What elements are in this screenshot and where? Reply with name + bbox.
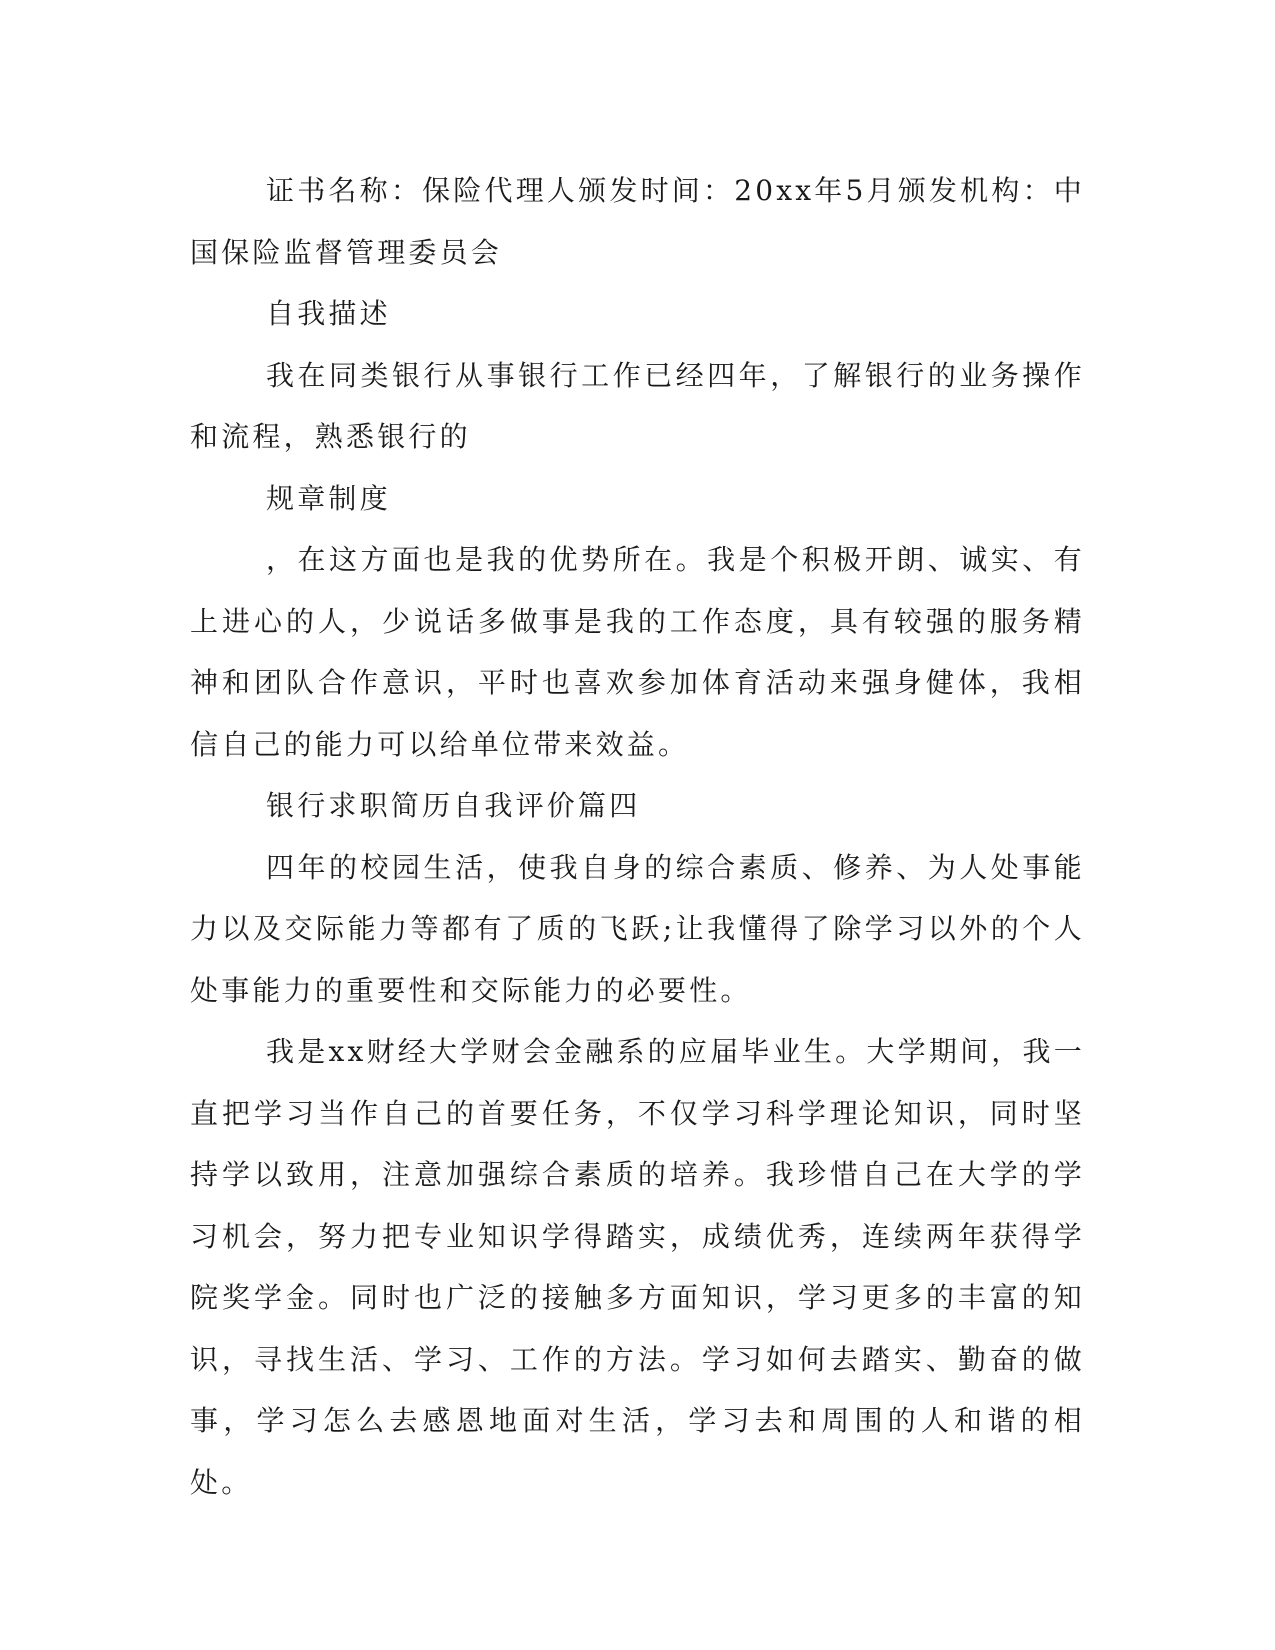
rules-regulations-text: 规章制度 [266, 481, 391, 515]
document-page [190, 160, 1085, 1513]
section-four-heading: 银行求职简历自我评价篇四 [266, 789, 641, 822]
personality-paragraph: ，在这方面也是我的优势所在。我是个积极开朗、诚实、有上进心的人，少说话多做事是我的工作态度，具有较强的服务精神和团队合作意识，平时也喜欢参加体育活动来强身健体，我相信自己的能力可以给单位带来效益。 [190, 543, 1085, 761]
certificate-info-paragraph: 证书名称：保险代理人颁发时间：20xx年5月颁发机构：中国保险监督管理委员会 [190, 174, 1085, 269]
bank-experience-paragraph: 我在同类银行从事银行工作已经四年，了解银行的业务操作和流程，熟悉银行的 [190, 358, 1085, 453]
campus-life-paragraph: 四年的校园生活，使我自身的综合素质、修养、为人处事能力以及交际能力等都有了质的飞跃;让我懂得了除学习以外的个人处事能力的重要性和交际能力的必要性。 [190, 850, 1085, 1007]
graduate-paragraph: 我是xx财经大学财会金融系的应届毕业生。大学期间，我一直把学习当作自己的首要任务，不仅学习科学理论知识，同时坚持学以致用，注意加强综合素质的培养。我珍惜自己在大学的学习机会，努力把专业知识学得踏实，成绩优秀，连续两年获得学院奖学金。同时也广泛的接触多方面知识，学习更多的丰富的知识，寻找生活、学习、工作的方法。学习如何去踏实、勤奋的做事，学习怎么去感恩地面对生活，学习去和周围的人和谐的相处。 [190, 1035, 1085, 1499]
self-description-heading: 自我描述 [266, 297, 391, 330]
